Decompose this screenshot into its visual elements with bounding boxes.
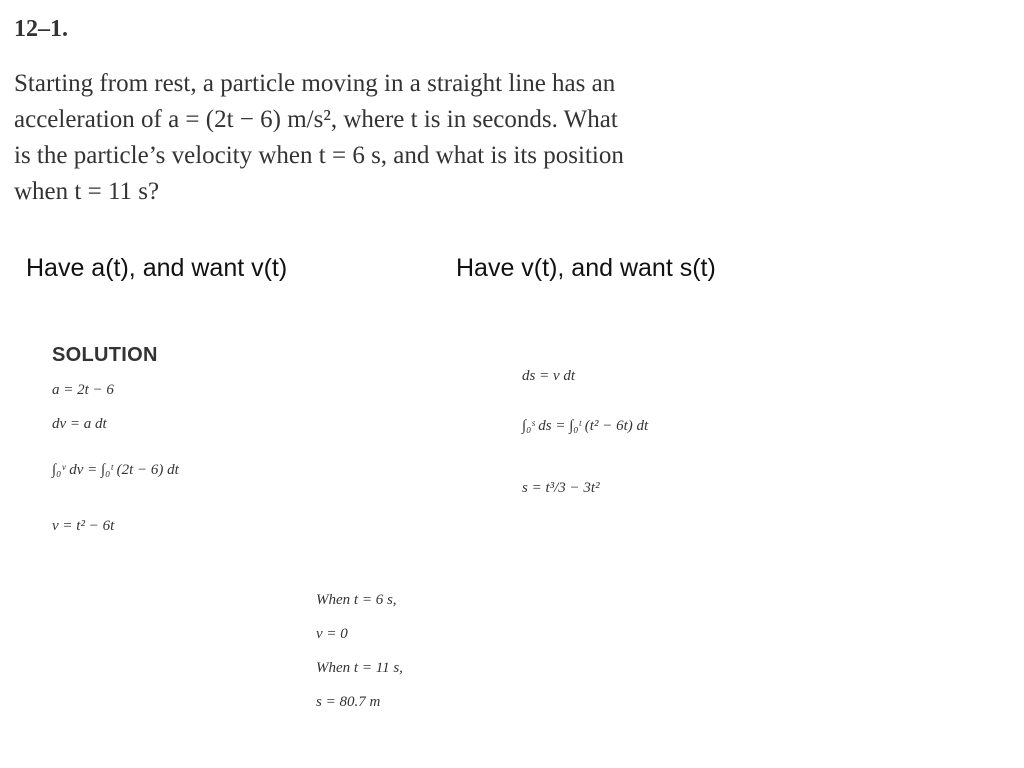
eq-position: s = t³/3 − 3t² [522, 480, 600, 496]
eq-integral-velocity: ∫₀ᵛ dv = ∫₀ᵗ (2t − 6) dt [52, 462, 179, 478]
eq-integral-position: ∫₀ˢ ds = ∫₀ᵗ (t² − 6t) dt [522, 418, 649, 434]
problem-line-2: acceleration of a = (2t − 6) m/s², where t is in seconds. What [14, 106, 618, 133]
eq-ds: ds = v dt [522, 368, 576, 384]
label-left: Have a(t), and want v(t) [26, 254, 288, 282]
eq-dv: dv = a dt [52, 416, 107, 432]
eq-acceleration: a = 2t − 6 [52, 382, 114, 398]
result-position: s = 80.7 m [316, 694, 381, 710]
problem-line-1: Starting from rest, a particle moving in a straight line has an [14, 70, 616, 97]
problem-number: 12–1. [14, 16, 68, 42]
label-right: Have v(t), and want s(t) [456, 254, 716, 282]
problem-line-4: when t = 11 s? [14, 178, 160, 205]
result-when-11: When t = 11 s, [316, 660, 403, 676]
eq-velocity: v = t² − 6t [52, 518, 115, 534]
result-when-6: When t = 6 s, [316, 592, 397, 608]
problem-line-3: is the particle’s velocity when t = 6 s, and what is its position [14, 142, 624, 169]
solution-heading: SOLUTION [52, 344, 158, 366]
result-velocity: v = 0 [316, 626, 348, 642]
